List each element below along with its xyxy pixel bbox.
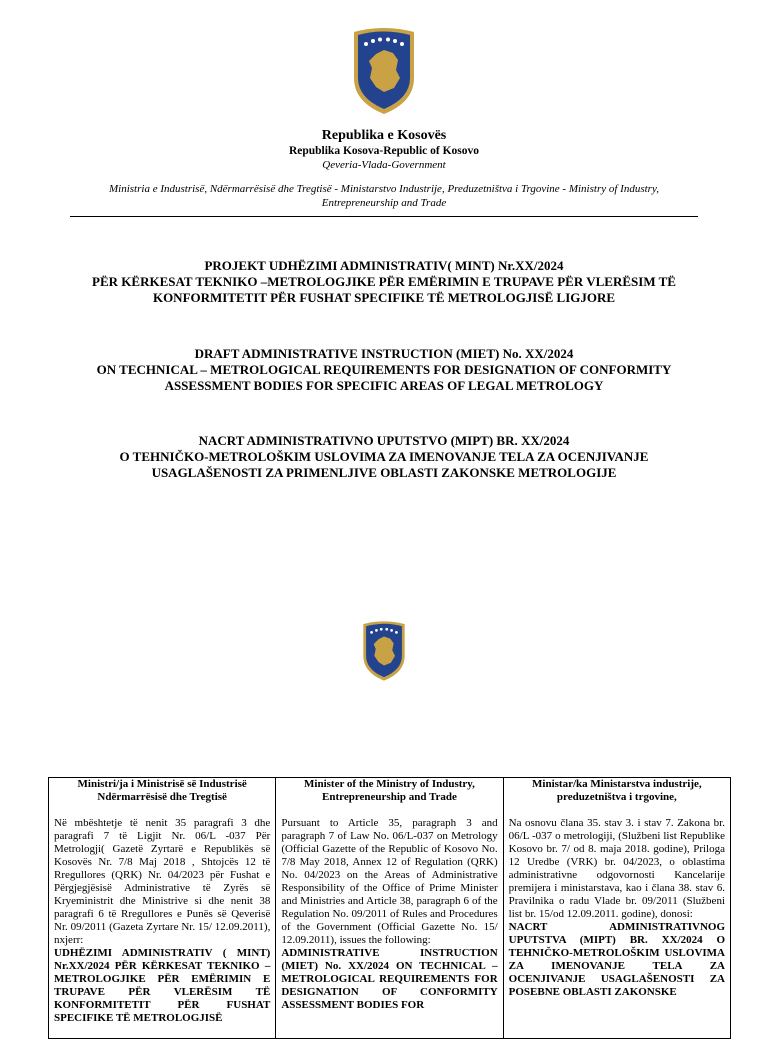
column-instruction-title: ADMINISTRATIVE INSTRUCTION (MIET) No. XX/2024 ON TECHNICAL – METROLOGICAL REQUIREMENTS FOR DESIGNATION OF CONFORMITY ASSESSMENT BODIES FOR	[281, 947, 498, 1011]
title-english: DRAFT ADMINISTRATIVE INSTRUCTION (MIET) No. XX/2024 ON TECHNICAL – METROLOGICAL REQUIREMENTS FOR DESIGNATION OF CONFORMITY ASSESSMENT BODIES FOR SPECIFIC AREAS OF LEGAL METROLOGY	[96, 346, 672, 393]
title-serbian: NACRT ADMINISTRATIVNO UPUTSTVO (MIPT) BR. XX/2024 O TEHNIČKO-METROLOŠKIM USLOVIMA ZA IMENOVANJE TELA ZA OCENJIVANJE USAGLAŠENOSTI ZA PRIMENLJIVE OBLASTI ZAKONSKE METROLOGIJE	[119, 433, 649, 480]
trilingual-table	[48, 777, 731, 1039]
country-title: Republika e Kosovës	[321, 128, 447, 143]
title-albanian: PROJEKT UDHËZIMI ADMINISTRATIV( MINT) Nr.XX/2024 PËR KËRKESAT TEKNIKO –METROLOGJIKE PËR EMËRIMIN E TRUPAVE PËR VLERËSIM TË KONFORMITETIT PËR FUSHAT SPECIFIKE TË METROLOGJISË LIGJORE	[92, 258, 676, 305]
column-instruction-title: UDHËZIMI ADMINISTRATIV ( MINT) Nr.XX/2024 PËR KËRKESAT TEKNIKO –METROLOGJIKE PËR EMËRIMIN E TRUPAVE PËR VLERËSIM TË KONFORMITETIT PËR FUSHAT SPECIFIKE TË METROLOGJISË	[54, 947, 271, 1024]
ministry-line: Ministria e Industrisë, Ndërmarrësisë dhe Tregtisë - Ministarstvo Industrije, Preduzetništva i Trgovine - Ministry of Industry, Entrepreneurship and Trade	[109, 183, 659, 209]
column-body: Na osnovu člana 35. stav 3. i stav 7. Zakona br. 06/L -037 o metrologiji, (Službeni list Republike Kosovo br. 7/ od 8. maja 2018. godine), Priloga 12 Uredbe (VRK) br. 04/2023, o oblastima administrativne odgovornosti Kancelarije premijera i ministarstava, kao i člana 38. stav 6. Pravilnika o radu Vlade br. 09/2011 (Službeni list br. 15/od 12.09.2011. godine), donosi:	[508, 817, 725, 920]
column-heading: Ministri/ja i Ministrisë së Industrisë Ndërmarrësisë dhe Tregtisë	[77, 778, 247, 803]
kosovo-coat-of-arms-icon	[348, 26, 420, 116]
column-english	[276, 778, 503, 1039]
column-albanian	[49, 778, 276, 1039]
kosovo-coat-of-arms-small-icon	[359, 620, 409, 682]
column-heading: Ministar/ka Ministarstva industrije, preduzetništva i trgovine,	[532, 778, 702, 803]
country-subtitle: Republika Kosova-Republic of Kosovo	[288, 145, 480, 157]
government-line: Qeveria-Vlada-Government	[322, 159, 446, 171]
header-divider	[70, 216, 698, 217]
column-body: Në mbështetje të nenit 35 paragrafi 3 dhe paragrafi 7 të Ligjit Nr. 06/L -037 Për Metrologji( Gazetë Zyrtarë e Republikës së Kosovës Nr. 7/8 Maj 2018 , Shtojcës 12 të Rregullores (QRK) Nr. 04/2023 për Fushat e Përgjegjësisë Administrative të Zyrës së Kryeministrit dhe Ministrive si dhe nenit 38 paragrafi 6 të Rregullores e Punës së Qeverisë Nr. 09/2011 (Gazeta Zyrtare Nr. 15/ 12.09.2011), nxjerr:	[54, 817, 271, 946]
column-serbian	[503, 778, 730, 1039]
column-heading: Minister of the Ministry of Industry, Entrepreneurship and Trade	[304, 778, 475, 803]
column-body: Pursuant to Article 35, paragraph 3 and paragraph 7 of Law No. 06/L-037 on Metrology (Official Gazette of the Republic of Kosovo No. 7/8 May 2018, Annex 12 of Regulation (QRK) No. 04/2023 on the Areas of Administrative Responsibility of the Office of Prime Minister and Ministries and Article 38, paragraph 6 of the Regulation No. 09/2011 of Rules and Procedures of the Government (Official Gazette No. 15/ 12.09.2011), issues the following:	[281, 817, 498, 946]
column-instruction-title: NACRT ADMINISTRATIVNOG UPUTSTVA (MIPT) BR. XX/2024 O TEHNIČKO-METROLOŠKIM USLOVIMA ZA IMENOVANJE TELA ZA OCENJIVANJE USAGLAŠENOSTI ZA POSEBNE OBLASTI ZAKONSKE	[508, 921, 725, 998]
